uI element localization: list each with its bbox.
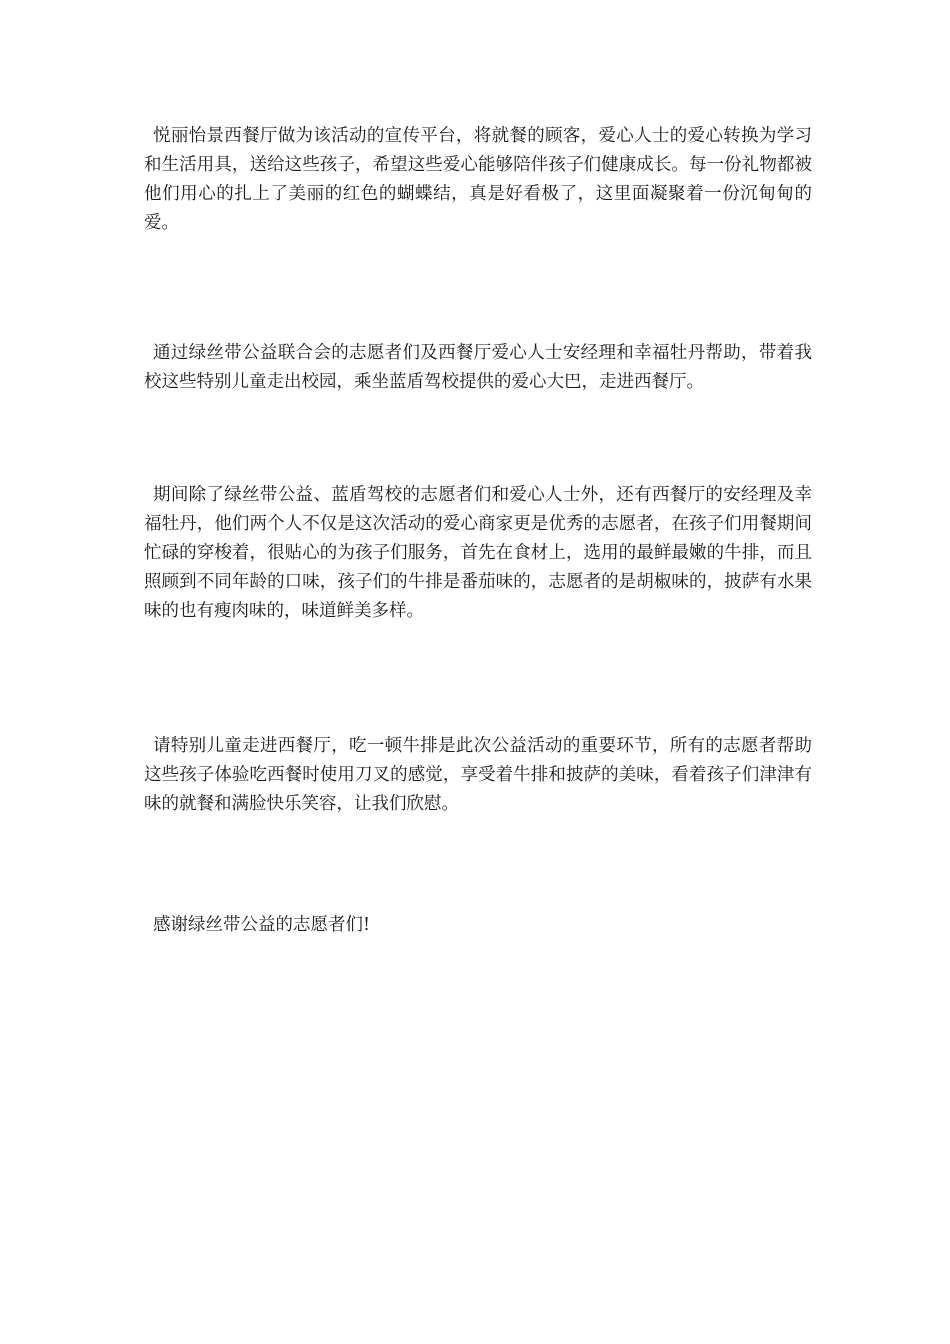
- paragraph-steak-dinner: 请特别儿童走进西餐厅，吃一顿牛排是此次公益活动的重要环节，所有的志愿者帮助这些孩子体验吃西餐时使用刀叉的感觉，享受着牛排和披萨的美味，看着孩子们津津有味的就餐和满脸快乐笑容，让我们欣慰。: [144, 736, 812, 814]
- paragraph-thanks: 感谢绿丝带公益的志愿者们!: [153, 915, 371, 935]
- paragraph-bus-trip: 通过绿丝带公益联合会的志愿者们及西餐厅爱心人士安经理和幸福牡丹帮助，带着我校这些特别儿童走出校园，乘坐蓝盾驾校提供的爱心大巴，走进西餐厅。: [144, 343, 812, 392]
- paragraph-gift-wrapping: 悦丽怡景西餐厅做为该活动的宣传平台，将就餐的顾客，爱心人士的爱心转换为学习和生活用具，送给这些孩子，希望这些爱心能够陪伴孩子们健康成长。每一份礼物都被他们用心的扎上了美丽的红色的蝴蝶结，真是好看极了，这里面凝聚着一份沉甸甸的爱。: [144, 126, 812, 233]
- paragraph-volunteer-service: 期间除了绿丝带公益、蓝盾驾校的志愿者们和爱心人士外，还有西餐厅的安经理及幸福牡丹，他们两个人不仅是这次活动的爱心商家更是优秀的志愿者，在孩子们用餐期间忙碌的穿梭着，很贴心的为孩子们服务，首先在食材上，选用的最鲜最嫩的牛排，而且照顾到不同年龄的口味，孩子们的牛排是番茄味的，志愿者的是胡椒味的，披萨有水果味的也有瘦肉味的，味道鲜美多样。: [144, 485, 812, 621]
